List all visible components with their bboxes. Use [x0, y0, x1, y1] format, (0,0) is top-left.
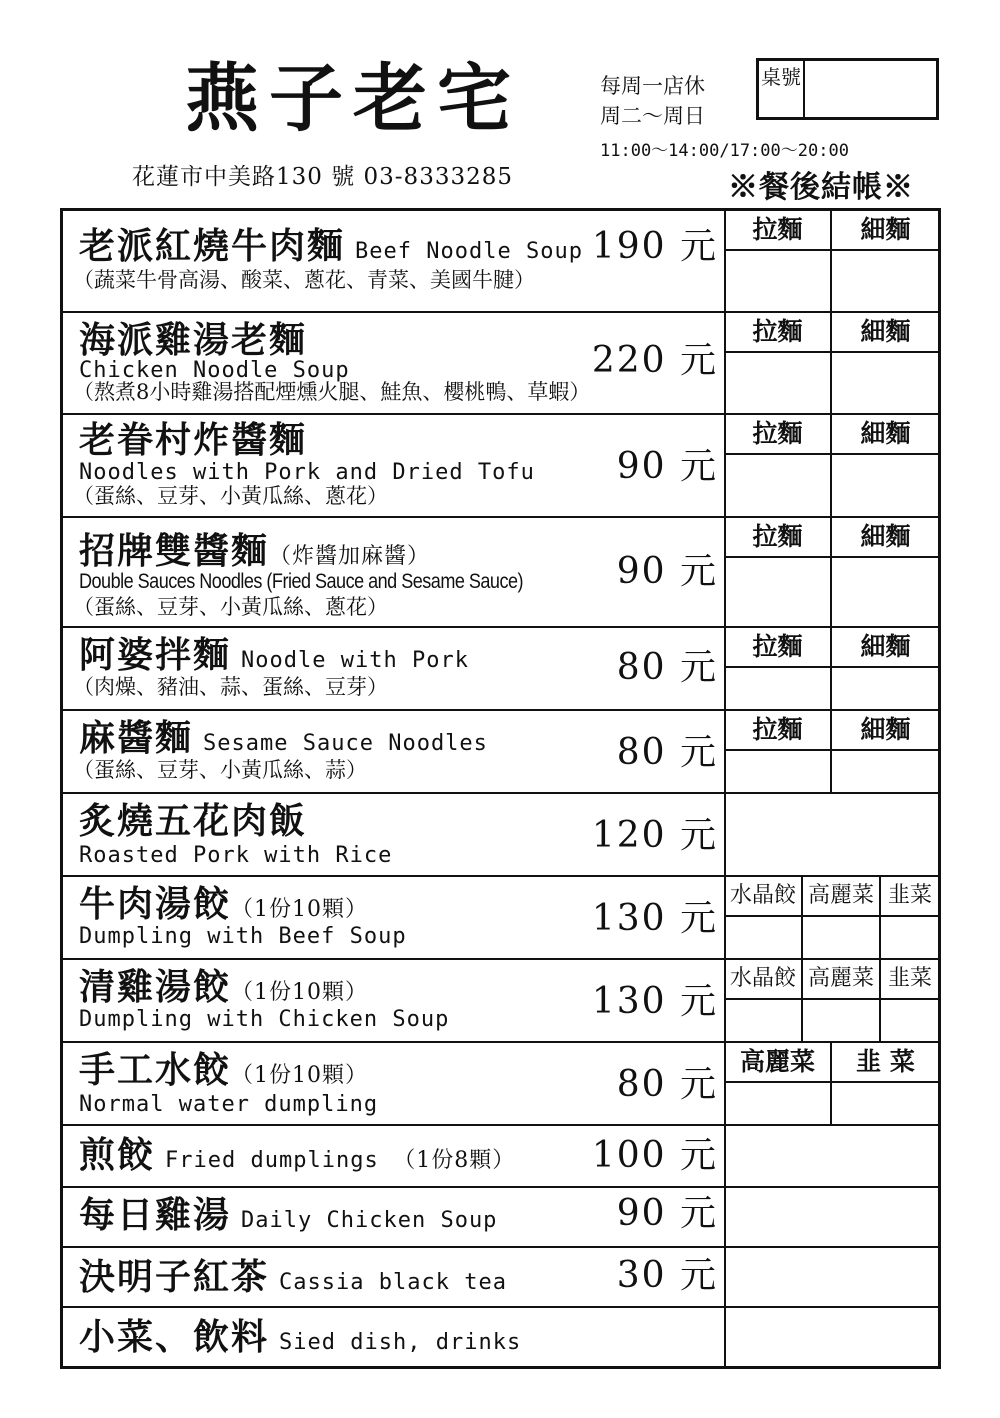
- item-options: [725, 313, 938, 413]
- item-name-en: Dumpling with Chicken Soup: [79, 1007, 450, 1032]
- item-price: 80 元: [616, 1064, 718, 1105]
- item-options: [725, 711, 938, 792]
- item-options: [725, 794, 938, 875]
- option-label: 細麵: [832, 518, 939, 558]
- item-price: 190 元: [591, 226, 718, 267]
- item-name-cn-text: 麻醬麵: [79, 717, 194, 759]
- quantity-box[interactable]: [725, 1248, 938, 1306]
- item-options: [725, 1126, 938, 1186]
- option-label: 水晶餃: [725, 960, 803, 1000]
- pay-after-meal-note: ※餐後結帳※: [728, 170, 914, 205]
- item-name-cn: [79, 1051, 368, 1091]
- item-name-en: Dumpling with Beef Soup: [79, 924, 407, 949]
- option-quantity-box[interactable]: [725, 917, 803, 958]
- item-name-en: Fried dumplings: [165, 1148, 379, 1173]
- item-name-cn: [79, 802, 307, 842]
- item-name-en: Daily Chicken Soup: [241, 1208, 498, 1233]
- item-ingredients: （蛋絲、豆芽、小黃瓜絲、蔥花）: [73, 484, 388, 508]
- option-quantity-box[interactable]: [832, 668, 939, 709]
- item-name-cn-text: 海派雞湯老麵: [79, 319, 308, 361]
- option-quantity-box[interactable]: [725, 668, 832, 709]
- item-portion-note: （1份10顆）: [231, 897, 369, 922]
- option-label: 韭菜: [881, 877, 939, 917]
- option-label: 拉麵: [725, 518, 832, 558]
- item-name-cn-text: 決明子紅茶: [79, 1256, 270, 1298]
- item-name-cn-text: 老派紅燒牛肉麵: [79, 225, 346, 267]
- option-label: 細麵: [832, 711, 939, 751]
- option-label: 細麵: [832, 211, 939, 251]
- option-label: 拉麵: [725, 415, 832, 455]
- item-name-en: Cassia black tea: [279, 1270, 507, 1295]
- closed-day: 每周一店休: [600, 74, 705, 98]
- item-price: 100 元: [591, 1135, 718, 1176]
- menu-row: [63, 1248, 938, 1308]
- item-options: [725, 960, 938, 1041]
- item-price: 30 元: [616, 1255, 718, 1296]
- item-price: 130 元: [591, 981, 718, 1022]
- item-options: [725, 1043, 938, 1124]
- option-label: 韭菜: [881, 960, 939, 1000]
- option-quantity-box[interactable]: [725, 751, 832, 792]
- option-quantity-box[interactable]: [725, 1083, 832, 1124]
- menu-table: [60, 208, 941, 1369]
- item-name-cn: [79, 719, 488, 759]
- option-quantity-box[interactable]: [881, 1000, 939, 1041]
- item-options: [725, 518, 938, 626]
- option-label: 高麗菜: [803, 877, 881, 917]
- quantity-box[interactable]: [725, 1126, 938, 1186]
- option-label: 細麵: [832, 313, 939, 353]
- item-name-cn-text: 小菜、飲料: [79, 1316, 270, 1358]
- item-name-cn: [79, 636, 469, 676]
- item-portion-note: （1份8顆）: [393, 1148, 516, 1173]
- item-name-en: Chicken Noodle Soup: [79, 358, 350, 383]
- item-name-en: Sesame Sauce Noodles: [203, 731, 488, 756]
- item-name-cn: [79, 1196, 497, 1236]
- item-name-en: Beef Noodle Soup: [355, 239, 583, 264]
- quantity-box[interactable]: [725, 794, 938, 875]
- item-name-cn: [79, 421, 307, 461]
- item-name-cn-text: 招牌雙醬麵: [79, 530, 270, 572]
- option-quantity-box[interactable]: [725, 455, 832, 516]
- menu-row: [63, 960, 938, 1043]
- item-name-cn: [79, 1136, 515, 1176]
- menu-row: [63, 711, 938, 794]
- option-label: 拉麵: [725, 211, 832, 251]
- option-quantity-box[interactable]: [881, 917, 939, 958]
- table-number-field[interactable]: [805, 61, 936, 117]
- option-quantity-box[interactable]: [832, 1083, 939, 1124]
- item-name-cn: [79, 968, 368, 1008]
- item-options: [725, 877, 938, 958]
- item-portion-note: （1份10顆）: [231, 1063, 369, 1088]
- item-name-cn-text: 老眷村炸醬麵: [79, 419, 308, 461]
- item-name-en: Roasted Pork with Rice: [79, 843, 393, 868]
- item-ingredients: （蛋絲、豆芽、小黃瓜絲、蔥花）: [73, 595, 388, 619]
- item-name-cn-text: 清雞湯餃: [79, 966, 232, 1008]
- menu-row: [63, 415, 938, 518]
- option-quantity-box[interactable]: [725, 558, 832, 626]
- item-name-cn-text: 每日雞湯: [79, 1194, 232, 1236]
- table-number-box: [756, 58, 939, 120]
- option-label: 細麵: [832, 415, 939, 455]
- option-label: 水晶餃: [725, 877, 803, 917]
- item-ingredients: （熬煮8小時雞湯搭配煙燻火腿、鮭魚、櫻桃鴨、草蝦）: [73, 380, 591, 404]
- item-name-en: Noodle with Pork: [241, 648, 469, 673]
- item-portion-note: （炸醬加麻醬）: [269, 544, 431, 569]
- item-ingredients: （蔬菜牛骨高湯、酸菜、蔥花、青菜、美國牛腱）: [73, 268, 535, 292]
- item-name-cn-text: 手工水餃: [79, 1049, 232, 1091]
- menu-row: [63, 1043, 938, 1126]
- item-options: [725, 1248, 938, 1306]
- item-portion-note: （1份10顆）: [231, 980, 369, 1005]
- item-price: 80 元: [616, 647, 718, 688]
- address-phone: 花蓮市中美路130 號 03-8333285: [132, 164, 513, 190]
- item-name-en: Sied dish, drinks: [279, 1330, 522, 1355]
- item-options: [725, 1188, 938, 1246]
- item-options: [725, 1308, 938, 1366]
- table-number-label: 桌號: [759, 61, 805, 117]
- option-label: 拉麵: [725, 628, 832, 668]
- option-quantity-box[interactable]: [832, 251, 939, 311]
- item-name-cn-text: 阿婆拌麵: [79, 634, 232, 676]
- item-options: [725, 211, 938, 311]
- item-name-cn: [79, 1258, 507, 1298]
- item-price: 80 元: [616, 732, 718, 773]
- menu-row: [63, 313, 938, 415]
- option-label: 拉麵: [725, 711, 832, 751]
- quantity-box[interactable]: [725, 1188, 938, 1246]
- option-label: 韭 菜: [832, 1043, 939, 1083]
- option-quantity-box[interactable]: [725, 353, 832, 413]
- item-options: [725, 415, 938, 516]
- option-quantity-box[interactable]: [832, 353, 939, 413]
- item-ingredients: （肉燥、豬油、蒜、蛋絲、豆芽）: [73, 675, 388, 699]
- item-name-en: Normal water dumpling: [79, 1092, 379, 1117]
- menu-row: [63, 1126, 938, 1188]
- menu-row: [63, 518, 938, 628]
- item-price: 90 元: [616, 551, 718, 592]
- item-price: 90 元: [616, 446, 718, 487]
- option-quantity-box[interactable]: [832, 455, 939, 516]
- item-ingredients: （蛋絲、豆芽、小黃瓜絲、蒜）: [73, 758, 367, 782]
- item-name-en: Noodles with Pork and Dried Tofu: [79, 460, 535, 485]
- item-name-en: Double Sauces Noodles (Fried Sauce and Sesame Sauce): [79, 570, 524, 593]
- menu-row: [63, 877, 938, 960]
- item-price: 130 元: [591, 898, 718, 939]
- menu-row: [63, 211, 938, 313]
- item-name-cn-text: 煎餃: [79, 1134, 156, 1176]
- option-quantity-box[interactable]: [832, 751, 939, 792]
- item-price: 120 元: [591, 815, 718, 856]
- restaurant-title: 燕子老宅: [185, 56, 521, 142]
- option-quantity-box[interactable]: [832, 558, 939, 626]
- option-label: 高麗菜: [725, 1043, 832, 1083]
- item-price: 90 元: [616, 1193, 718, 1234]
- menu-row: [63, 1308, 938, 1366]
- item-name-cn: [79, 227, 583, 267]
- option-quantity-box[interactable]: [725, 1000, 803, 1041]
- option-quantity-box[interactable]: [725, 251, 832, 311]
- option-label: 拉麵: [725, 313, 832, 353]
- menu-row: [63, 628, 938, 711]
- option-quantity-box[interactable]: [803, 917, 881, 958]
- item-name-cn-text: 牛肉湯餃: [79, 883, 232, 925]
- option-label: 高麗菜: [803, 960, 881, 1000]
- quantity-box[interactable]: [725, 1308, 938, 1366]
- option-label: 細麵: [832, 628, 939, 668]
- menu-row: [63, 794, 938, 877]
- item-name-cn: [79, 1318, 521, 1358]
- item-name-cn-text: 炙燒五花肉飯: [79, 800, 308, 842]
- item-price: 220 元: [591, 340, 718, 381]
- item-name-cn: [79, 321, 307, 361]
- open-hours: 11:00～14:00/17:00～20:00: [600, 141, 849, 161]
- open-days: 周二～周日: [600, 104, 705, 128]
- menu-row: [63, 1188, 938, 1248]
- item-options: [725, 628, 938, 709]
- item-name-cn: [79, 885, 368, 925]
- option-quantity-box[interactable]: [803, 1000, 881, 1041]
- item-name-cn: [79, 532, 430, 572]
